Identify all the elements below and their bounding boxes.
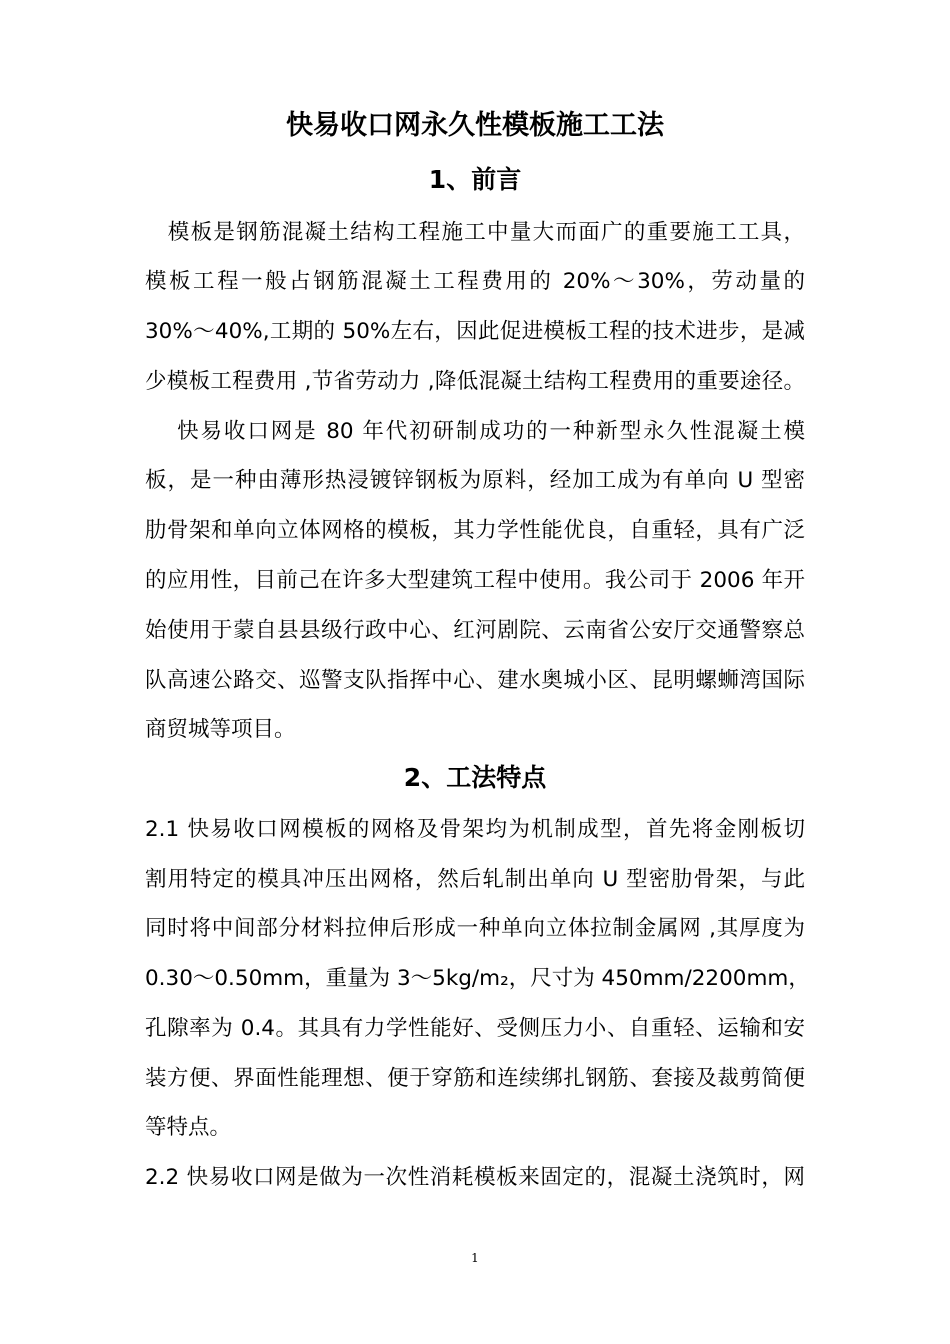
- paragraph-line: 始使用于蒙自县县级行政中心、红河剧院、云南省公安厅交通警察总: [145, 618, 805, 643]
- document-title: 快易收口网永久性模板施工工法: [286, 110, 664, 141]
- paragraph-line: 0.30～0.50mm，重量为 3～5kg/m₂，尺寸为 450mm/2200mm，: [145, 966, 810, 991]
- paragraph-line: 模板工程一般占钢筋混凝土工程费用的 20%～30%，劳动量的: [145, 269, 805, 294]
- paragraph-line: 割用特定的模具冲压出网格，然后轧制出单向 U 型密肋骨架，与此: [145, 867, 805, 892]
- paragraph-line: 同时将中间部分材料拉伸后形成一种单向立体拉制金属网 ,其厚度为: [145, 916, 805, 941]
- paragraph-line: 肋骨架和单向立体网格的模板，其力学性能优良，自重轻，具有广泛: [145, 518, 805, 543]
- section-heading-features: 2、工法特点: [403, 763, 547, 792]
- paragraph-line: 的应用性，目前己在许多大型建筑工程中使用。我公司于 2006 年开: [145, 568, 805, 593]
- paragraph-line: 少模板工程费用 ,节省劳动力 ,降低混凝土结构工程费用的重要途径。: [145, 369, 805, 394]
- paragraph-line: 30%～40%,工期的 50%左右，因此促进模板工程的技术进步，是减: [145, 319, 805, 344]
- paragraph-line: 孔隙率为 0.4。其具有力学性能好、受侧压力小、自重轻、运输和安: [145, 1016, 805, 1041]
- paragraph-line: 模板是钢筋混凝土结构工程施工中量大而面广的重要施工工具，: [145, 220, 805, 245]
- section-heading-preface: 1、前言: [428, 165, 522, 194]
- paragraph-line: 2.1 快易收口网模板的网格及骨架均为机制成型，首先将金刚板切: [145, 817, 805, 842]
- paragraph-line: 板，是一种由薄形热浸镀锌钢板为原料，经加工成为有单向 U 型密: [145, 468, 805, 493]
- paragraph-line: 等特点。: [145, 1115, 232, 1140]
- paragraph-line: 快易收口网是 80 年代初研制成功的一种新型永久性混凝土模: [145, 419, 805, 444]
- paragraph-line: 队高速公路交、巡警支队指挥中心、建水奥城小区、昆明螺蛳湾国际: [145, 668, 805, 693]
- page-number: 1: [471, 1251, 479, 1265]
- paragraph-line: 商贸城等项目。: [145, 717, 296, 742]
- paragraph-line: 2.2 快易收口网是做为一次性消耗模板来固定的，混凝土浇筑时，网: [145, 1165, 805, 1190]
- paragraph-line: 装方便、界面性能理想、便于穿筋和连续绑扎钢筋、套接及裁剪简便: [145, 1066, 805, 1091]
